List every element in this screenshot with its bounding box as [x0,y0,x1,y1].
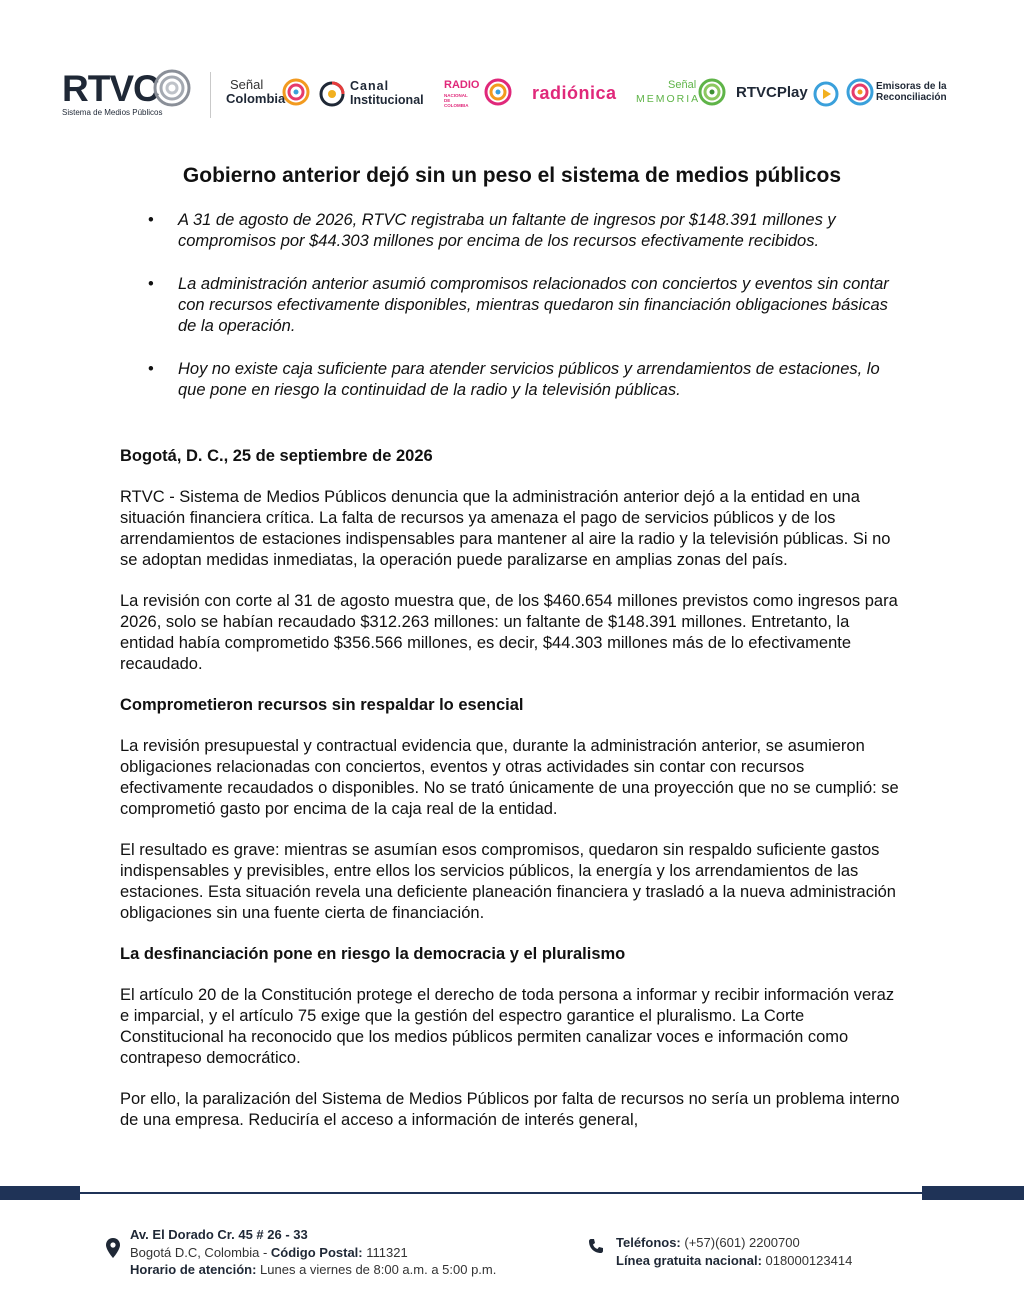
footer-bar-left [0,1186,80,1200]
highlight-item: • La administración anterior asumió compromisos relacionados con conciertos y eventos sin contar con recursos efectivamente disponibles, mientras quedaron sin financiación obligaciones básicas de la operación. [120,274,910,337]
footer-tollfree-label: Línea gratuita nacional: [616,1252,762,1268]
dateline: Bogotá, D. C., 25 de septiembre de 2026 [120,447,433,465]
footer-city: Bogotá D.C, Colombia [130,1244,260,1260]
footer-bar-right [922,1186,1024,1200]
footer-bar-line [80,1192,922,1194]
brand-senal-colombia-line2: Colombia [226,91,286,106]
canal-institucional-swirl-icon [318,80,346,108]
footer-phone-label: Teléfonos: [616,1235,681,1250]
brand-canal-line2: Institucional [350,93,424,107]
brand-senal-memoria [634,76,730,112]
brand-senal-colombia-line1: Señal [230,77,264,92]
brand-canal-institucional [318,76,438,112]
rtvc-logo [62,64,214,124]
footer-phone[interactable]: (+57)(601) 2200700 [684,1235,800,1250]
rtvc-swirl-icon [152,68,192,108]
brand-radionica-text: radiónica [532,83,617,103]
footer-postal-code: 111321 [366,1244,408,1260]
body-paragraph: El artículo 20 de la Constitución protege el derecho de toda persona a informar y recibir información veraz e imparcial, y el artículo 75 exige que la gestión del espectro garantice el pluralismo. La Corte Constitucional ha reconocido que los medios públicos permiten canalizar voces e información como contrapeso democrático. [120,986,895,1067]
body-paragraph: RTVC - Sistema de Medios Públicos denuncia que la administración anterior dejó a la entidad en una situación financiera crítica. La falta de recursos ya amenaza el pago de servicios públicos y de los arrendamientos de estaciones indispensables para mantener al aire la radio y la televisión públicas. Si no se adoptan medidas inmediatas, la operación puede paralizarse en amplias zonas del país. [120,488,891,569]
brand-memoria-line2: MEMORIA [636,93,701,105]
rtvc-logo-text: RTVC [62,68,159,109]
body-paragraph: Por ello, la paralización del Sistema de Medios Públicos por falta de recursos no sería un problema interno de una empresa. Reduciría el acceso a información de interés general, [120,1090,900,1129]
highlight-item: • A 31 de agosto de 2026, RTVC registraba un faltante de ingresos por $148.391 millones y compromisos por $44.303 millones por encima de los recursos efectivamente recibidos. [120,210,910,252]
brand-rtvcplay-text: RTVCPlay [736,84,808,101]
rtvc-tagline: Sistema de Medios Públicos [62,108,163,117]
brand-radio-line1: RADIO [444,79,480,91]
section-heading: La desfinanciación pone en riesgo la democracia y el pluralismo [120,945,626,963]
body-paragraph: La revisión con corte al 31 de agosto muestra que, de los $460.654 millones previstos como ingresos para 2026, solo se habían recaudado $312.263 millones: un faltante de $148.391 millones. Entretanto, la entidad había comprometido $356.566 millones, es decir, $44.303 millones más de lo efectivamente recaudado. [120,592,898,673]
footer-hours: Lunes a viernes de 8:00 a.m. a 5:00 p.m. [260,1262,497,1277]
body-paragraph: El resultado es grave: mientras se asumían esos compromisos, quedaron sin respaldo suficiente gastos indispensables y previsibles, entre ellos los servicios públicos, la energía y los arrendamientos de las estaciones. Esta situación revela una deficiente planeación financiera y trasladó a la nueva administración obligaciones sin una fuente cierta de financiación. [120,841,896,922]
brand-radio-line2: NACIONAL DE COLOMBIA [444,93,469,108]
radio-nacional-swirl-icon [484,78,512,106]
footer-hours-label: Horario de atención: [130,1262,257,1277]
body-paragraph: La revisión presupuestal y contractual evidencia que, durante la administración anterior, se asumieron obligaciones relacionadas con conciertos, eventos y otras actividades sin contar con recursos efectivamente recaudados o disponibles. No se trató únicamente de una proyección que no se cumplió: se comprometió gasto por encima de la caja real de la entidad. [120,737,899,818]
footer-postal-label: Código Postal: [270,1244,363,1260]
page-title: Gobierno anterior dejó sin un peso el sistema de medios públicos [182,164,842,187]
brand-radio-nacional [444,76,524,112]
senal-memoria-swirl-icon [698,78,726,106]
header-divider [210,72,211,118]
location-pin-icon [106,1238,120,1258]
footer-divider [0,1186,1024,1200]
emisoras-swirl-icon [846,78,874,106]
brand-emisoras-line1: Emisoras de la [876,81,947,92]
phone-icon [588,1238,604,1254]
brand-emisoras-line2: Reconciliación [876,92,947,103]
footer-tollfree[interactable]: 018000123414 [765,1252,853,1268]
article-body [120,446,900,1151]
section-heading: Comprometieron recursos sin respaldar lo esencial [120,696,524,714]
senal-colombia-swirl-icon [282,78,310,106]
footer-address-block: Av. El Dorado Cr. 45 # 26 - 33 Bogotá D.C, Colombia - Código Postal: 111321 Horario de atención: Lunes a viernes de 8:00 a.m. a 5:00 p.m. [130,1227,497,1277]
brand-rtvc-play [736,76,846,112]
highlight-item: • Hoy no existe caja suficiente para atender servicios públicos y arrendamientos de estaciones, lo que pone en riesgo la continuidad de la radio y la televisión públicas. [120,359,910,401]
brand-canal-line1: Canal [350,79,390,93]
brand-emisoras-reconciliacion [846,76,966,112]
footer-address: Av. El Dorado Cr. 45 # 26 - 33 [130,1227,308,1242]
rtvc-play-icon [812,80,840,108]
brand-radionica [532,76,628,112]
highlights-list [120,210,910,423]
header-logos [62,64,962,126]
brand-memoria-line1: Señal [668,79,697,91]
footer-contact-block [616,1234,852,1269]
brand-senal-colombia [226,76,310,112]
